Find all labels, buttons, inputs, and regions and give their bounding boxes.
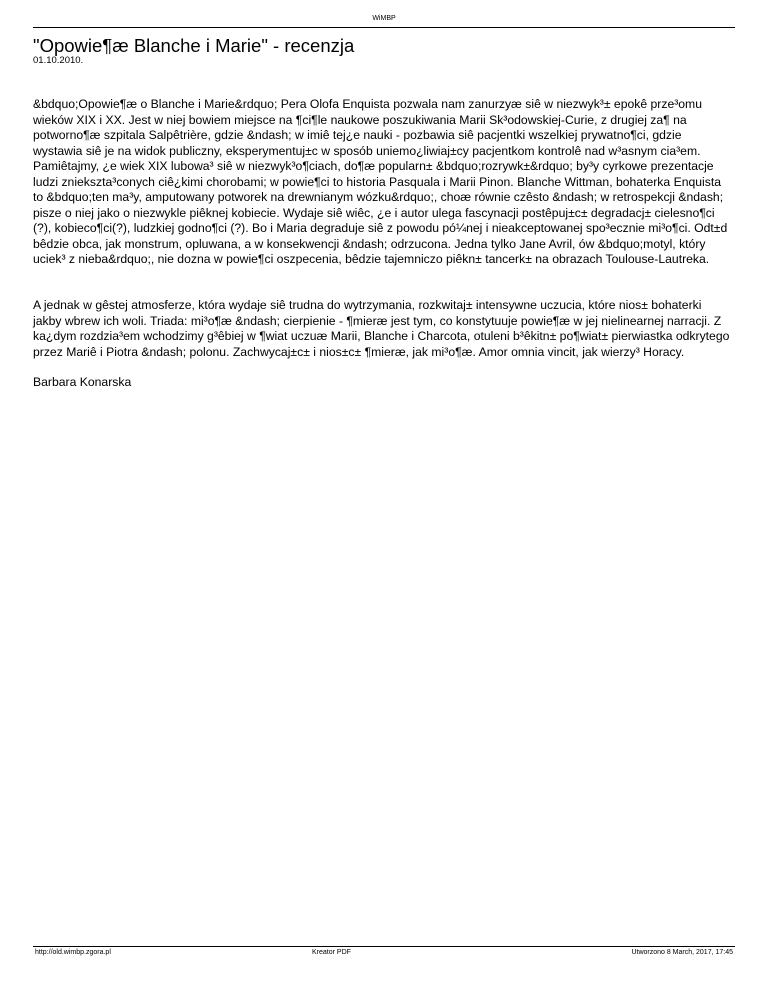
footer-divider — [33, 946, 735, 947]
header-divider — [33, 27, 735, 28]
article-paragraph-1: &bdquo;Opowie¶æ o Blanche i Marie&rdquo; Pera Olofa Enquista pozwala nam zanurzyæ siê w niezwyk³± epokê prze³omu wieków XIX i XX. Jest w niej bowiem miejsce na ¶ci¶le naukowe poszukiwania Marii Sk³odowskiej-Curie, z drugiej za¶ na potworno¶æ szpitala Salpêtrière, gdzie &ndash; w imiê tej¿e nauki - pozbawia siê pacjentki wszelkiej prywatno¶ci, gdzie wystawia siê je na widok publiczny, eksperymentuj±c w sposób uniemo¿liwiaj±cy pacjentkom kontrolê nad w³asnym cia³em. Pamiêtajmy, ¿e wiek XIX lubowa³ siê w niezwyk³o¶ciach, do¶æ popularn± &bdquo;rozrywk±&rdquo; by³y cyrkowe prezentacje ludzi zniekszta³conych ciê¿kimi chorobami; w powie¶ci to historia Pasquala i Marii Pinon. Blanche Wittman, bohaterka Enquista to &bdquo;ten ma³y, amputowany potworek na drewnianym wózku&rdquo;, choæ równie czêsto &ndash; w retrospekcji &ndash; pisze o niej jako o niezwykle piêknej kobiecie. Wydaje siê wiêc, ¿e i autor ulega fascynacji postêpuj±c± degradacj± cielesno¶ci (?), kobieco¶ci(?), ludzkiej godno¶ci (?). Bo i Maria degraduje siê z powodu pó¼nej i nieakceptowanej spo³ecznie mi³o¶ci. Odt±d bêdzie obca, jak monstrum, opluwana, a w konsekwencji &ndash; odrzucona. Jedna tylko Jane Avril, ów &bdquo;motyl, który uciek³ z nieba&rdquo;, nie dozna w powie¶ci oszpecenia, bêdzie tajemniczo piêkn± tancerk± na obrazach Toulouse-Lautreka. — [33, 97, 728, 266]
footer-created-timestamp: Utworzono 8 March, 2017, 17:45 — [631, 949, 733, 956]
article-date: 01.10.2010. — [33, 55, 84, 66]
article-paragraph-2: A jednak w gêstej atmosferze, która wydaje siê trudna do wytrzymania, rozkwitaj± intensywne uczucia, które nios± bohaterki jakby wbrew ich woli. Triada: mi³o¶æ &ndash; cierpienie - ¶mieræ jest tym, co konstytuuje powie¶æ w jej nielinearnej narracji. Z ka¿dym rozdzia³em wchodzimy g³êbiej w ¶wiat uczuæ Marii, Blanche i Charcota, otuleni b³êkitn± po¶wiat± pierwiastka odkrytego przez Mariê i Piotra &ndash; polonu. Zachwycaj±c± i nios±c± ¶mieræ, jak mi³o¶æ. Amor omnia vincit, jak wierzy³ Horacy. — [33, 298, 730, 359]
header-site-name: WiMBP — [372, 15, 396, 22]
article-author: Barbara Konarska — [33, 375, 132, 389]
footer-generator: Kreator PDF — [312, 949, 351, 956]
footer-url-link[interactable]: http://old.wimbp.zgora.pl — [35, 949, 111, 956]
article-title: "Opowie¶æ Blanche i Marie" - recenzja — [33, 35, 355, 56]
